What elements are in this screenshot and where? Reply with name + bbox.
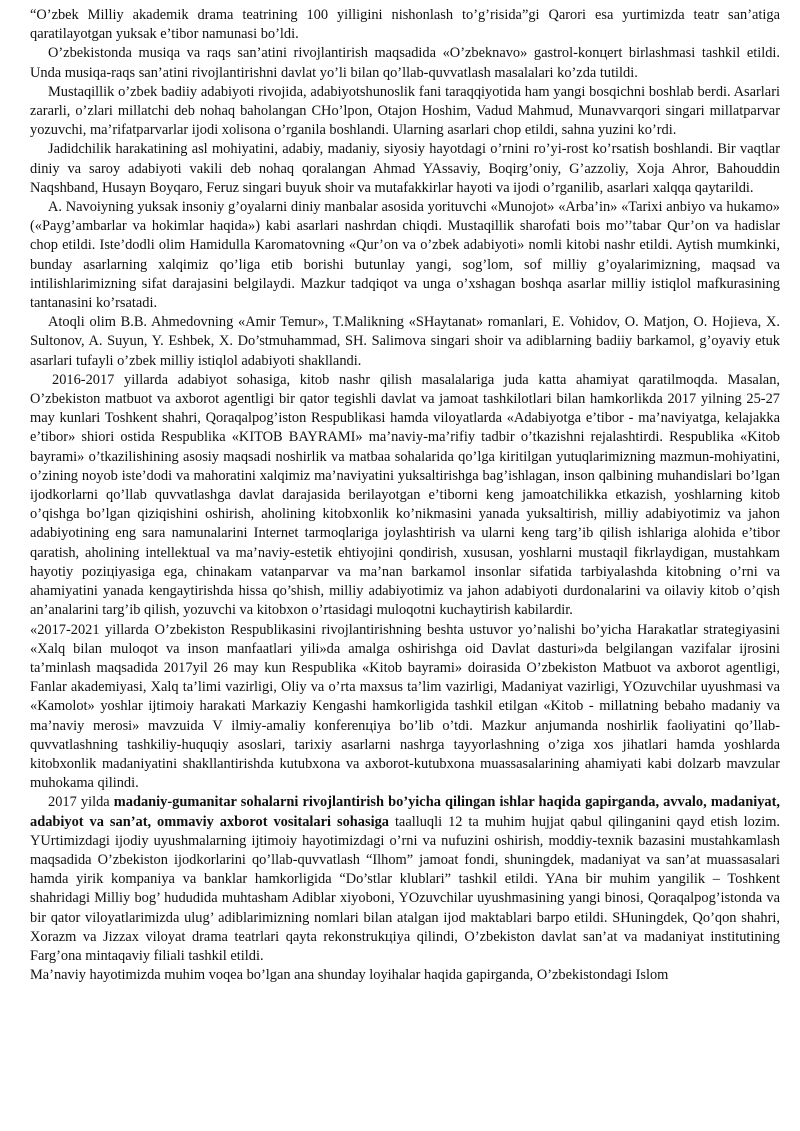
- paragraph-manaviy-hayot: Ma’naviy hayotimizda muhim voqea bo’lgan ana shunday loyihalar haqida gapirganda, O’zbekistondagi Islom: [30, 967, 669, 984]
- paragraph-jadidchilik: Jadidchilik harakatining asl mohiyatini, adabiy, madaniy, siyosiy hayotdagi o’rnini ro’yi-rost ko’rsatish boshlandi. Bir vaqtlar diniy va saroy adabiyoti vakili deb nohaq qoralangan Ahmad YAssaviy, Boqirg’oniy, G’azzoliy, Xoja Ahror, Bahouddin Naqshband, Husayn Boyqaro, Feruz singari buyuk shoir va mutafakkirlar hayoti va ijodi o’rganilib, asarlari xalqqa qaytarildi.: [30, 141, 780, 196]
- paragraph-ilmiy-konferensiya: «2017-2021 yillarda O’zbekiston Respublikasini rivojlantirishning beshta ustuvor yo’nalishi bo’yicha Harakatlar strategiyasini «Xalq bilan muloqot va inson manfaatlari yili»da amalga oshirishga oid Davlat dasturi»da belgilangan vazifalar ijrosini ta’minlash maqsadida 2017yil 26 may kun Respublika «Kitob bayrami» doirasida O’zbekiston Matbuot va axborot agentligi, Fanlar akademiyasi, Xalq ta’limi vazirligi, Oliy va o’rta maxsus ta’lim vazirligi, Madaniyat vazirligi, YOzuvchilar uyushmasi va «Kamolot» yoshlar ijtimoiy harakati Markaziy Kengashi hamkorligida tashkil etilgan «Kitob - millatning bebaho madaniy va ma’naviy merosi» mavzuida V ilmiy-amaliy konferenцiya bo’lib o’tdi. Mazkur anjumanda noshirlik faoliyatini qo’llab-quvvatlashning tashkiliy-huquqiy asoslari, tarixiy asarlarni nashrga tayyorlashning o’ziga xos jihatlari hamda yoshlarda kitobxonlik madaniyatini shakllantirishda kutubxona va axborot-kutubxona muassasalarining ahamiyati kabi dolzarb mavzular muhokama qilindi.: [30, 621, 780, 792]
- paragraph-2017-lead: 2017 yilda: [48, 794, 114, 811]
- paragraph-istiqlol-adabiyoti: Atoqli olim B.B. Ahmedovning «Amir Temur», T.Malikning «SHaytanat» romanlari, E. Vohidov, O. Matjon, O. Hojieva, X. Sultonov, A. Suyun, Y. Eshbek, X. Do’stmuhammad, SH. Salimova singari shoir va adiblarning badiiy barkamol, g’oyaviy etuk asarlari tufayli o’zbek milliy istiqlol adabiyoti shakllandi.: [30, 314, 780, 369]
- paragraph-ozbeknavo: O’zbekistonda musiqa va raqs san’atini rivojlantirish maqsadida «O’zbeknavo» gastrol-konцert birlashmasi tashkil etildi. Unda musiqa-raqs san’atini rivojlantirishni davlat yo’li bilan qo’llab-quvvatlash masalalari ko’zda tutildi.: [30, 45, 780, 81]
- paragraph-teatr-qarori: “O’zbek Milliy akademik drama teatrining 100 yilligini nishonlash to’g’risida”gi Qarori esa yurtimizda teatr san’atiga qaratilayotgan yuksak e’tibor namunasi bo’ldi.: [30, 7, 780, 43]
- paragraph-2017-tail: taalluqli 12 ta muhim hujjat qabul qilinganini qayd etish lozim. YUrtimizdagi ijodiy uyushmalarning ijtimoiy hayotimizdagi o’rni va nufuzini oshirish, moddiy-texnik bazasini mustahkamlash maqsadida O’zbekiston ijodkorlarini qo’llab-quvvatlash “Ilhom” jamoat fondi, shuningdek, madaniyat va san’at muassasalari hamda yirik kompaniya va banklar hamkorligida “Do’stlar klublari” tashkil etildi. YAna bir muhim yangilik – Toshkent shahridagi Milliy bog’ hududida muhtasham Adiblar xiyoboni, YOzuvchilar uyushmasining yangi binosi, Qoraqalpog’istonda va bir qator viloyatlarimizda ulug’ adiblarimizning nomlari bilan atalgan ijod maktablari barpo etildi. SHuningdek, Qo’qon shahri, Xorazm va Jizzax viloyat drama teatrlari qayta rekonstrukцiya qilindi, O’zbekiston davlat san’at va madaniyat institutining Farg’ona mintaqaviy filiali tashkil etildi.: [30, 813, 780, 964]
- paragraph-navoiy-asarlari: A. Navoiyning yuksak insoniy g’oyalarni diniy manbalar asosida yorituvchi «Munojot» «Arba’in» «Tarixi anbiyo va hukamo» («Payg’ambarlar va hokimlar haqida») kabi asarlari nashrdan chiqdi. Mustaqillik sharofati bois mo’’tabar Qur’on va hadislar chop etildi. Iste’dodli olim Hamidulla Karomatovning «Qur’on va o’zbek adabiyoti» nomli kitobi nashr etildi. Aytish mumkinki, bunday asarlarning xalqimiz qo’liga etib borishi butunlay yangi, sog’lom, sof milliy g’oyalarimizning, maqsad va intilishlarimizning sifat darajasini belgilaydi. Mazkur tadqiqot va unga o’xshagan boshqa asarlar milliy istiqlol mafkurasining tantanasini ko’rsatadi.: [30, 199, 780, 312]
- paragraph-2017-yil: [30, 793, 780, 966]
- paragraph-mustaqillik-adabiyoti: Mustaqillik o’zbek badiiy adabiyoti rivojida, adabiyotshunoslik fani taraqqiyotida ham yangi bosqichni boshlab berdi. Asarlari zararli, o’zlari millatchi deb nohaq baholangan CHo’lpon, Otajon Hoshim, Vadud Mahmud, Munavvarqori singari millatparvar yozuvchi, ma’rifatparvarlar ijodi xolisona o’rganila boshlandi. Ularning asarlari chop etildi, sahna yuzini ko’rdi.: [30, 83, 780, 139]
- paragraph-kitob-bayrami: 2016-2017 yillarda adabiyot sohasiga, kitob nashr qilish masalalariga juda katta ahamiyat qaratilmoqda. Masalan, O’zbekiston matbuot va axborot agentligi bir qator tegishli davlat va jamoat tashkilotlari bilan hamkorlikda 2017 yilning 25-27 may kunlari Toshkent shahri, Qoraqalpog’iston Respublikasi hamda viloyatlarda «Adabiyotga e’tibor - ma’naviyatga, kelajakka e’tibor» shiori ostida Respublika «KITOB BAYRAMI» ma’naviy-ma’rifiy tadbir o’tkazishni rejalashtirdi. Respublika «Kitob bayrami» o’tkazilishining asosiy maqsadi noshirlik va matbaa sohalarida qo’lga kiritilgan yutuqlarimizning mazmun-mohiyatini, o’zining noyob iste’dodi va mahoratini xalqimiz ma’naviyatini yuksaltirishga bag’ishlagan, inson qalbining muhandislari bo’lgan ijodkorlarni qo’llab quvvatlashga davlat darajasida berilayotgan e’tiborni keng jamoatchilikka etkazish, yoshlarning kitob o’qishga bo’lgan qiziqishini oshirish, aholining kitobxonlik ko’nikmasini yanada yuksaltirish, milliy adabiyotimiz va jahon adabiyotining eng sara namunalarini Internet tarmoqlariga joylashtirish va ularni keng targ’ib qilish ishlariga alohida e’tibor qaratish, aholining intellektual va ma’naviy-estetik ehtiyojini qondirish, xususan, yoshlarni mustaqil fikrlaydigan, mustahkam hayotiy poziцiyasiga ega, chinakam vatanparvar va ma’nan barkamol insonlar sifatida tarbiyalashda kitobning o’rni va ahamiyatini yanada kengaytirishda hissa qo’shish, milliy adabiyotimiz va jahon adabiyoti durdonalarini va oilaviy kitob o’qish an’analarini targ’ib qilish, yozuvchi va kitobxon o’rtasidagi muloqotni kuchaytirish kabilardir.: [30, 371, 780, 619]
- paragraph-2017-bold: madaniy-gumanitar sohalarni rivojlantirish bo’yicha qilingan ishlar haqida gapirganda, avvalo, madaniyat, adabiyot va san’at, ommaviy axborot vositalari sohasiga: [30, 794, 780, 830]
